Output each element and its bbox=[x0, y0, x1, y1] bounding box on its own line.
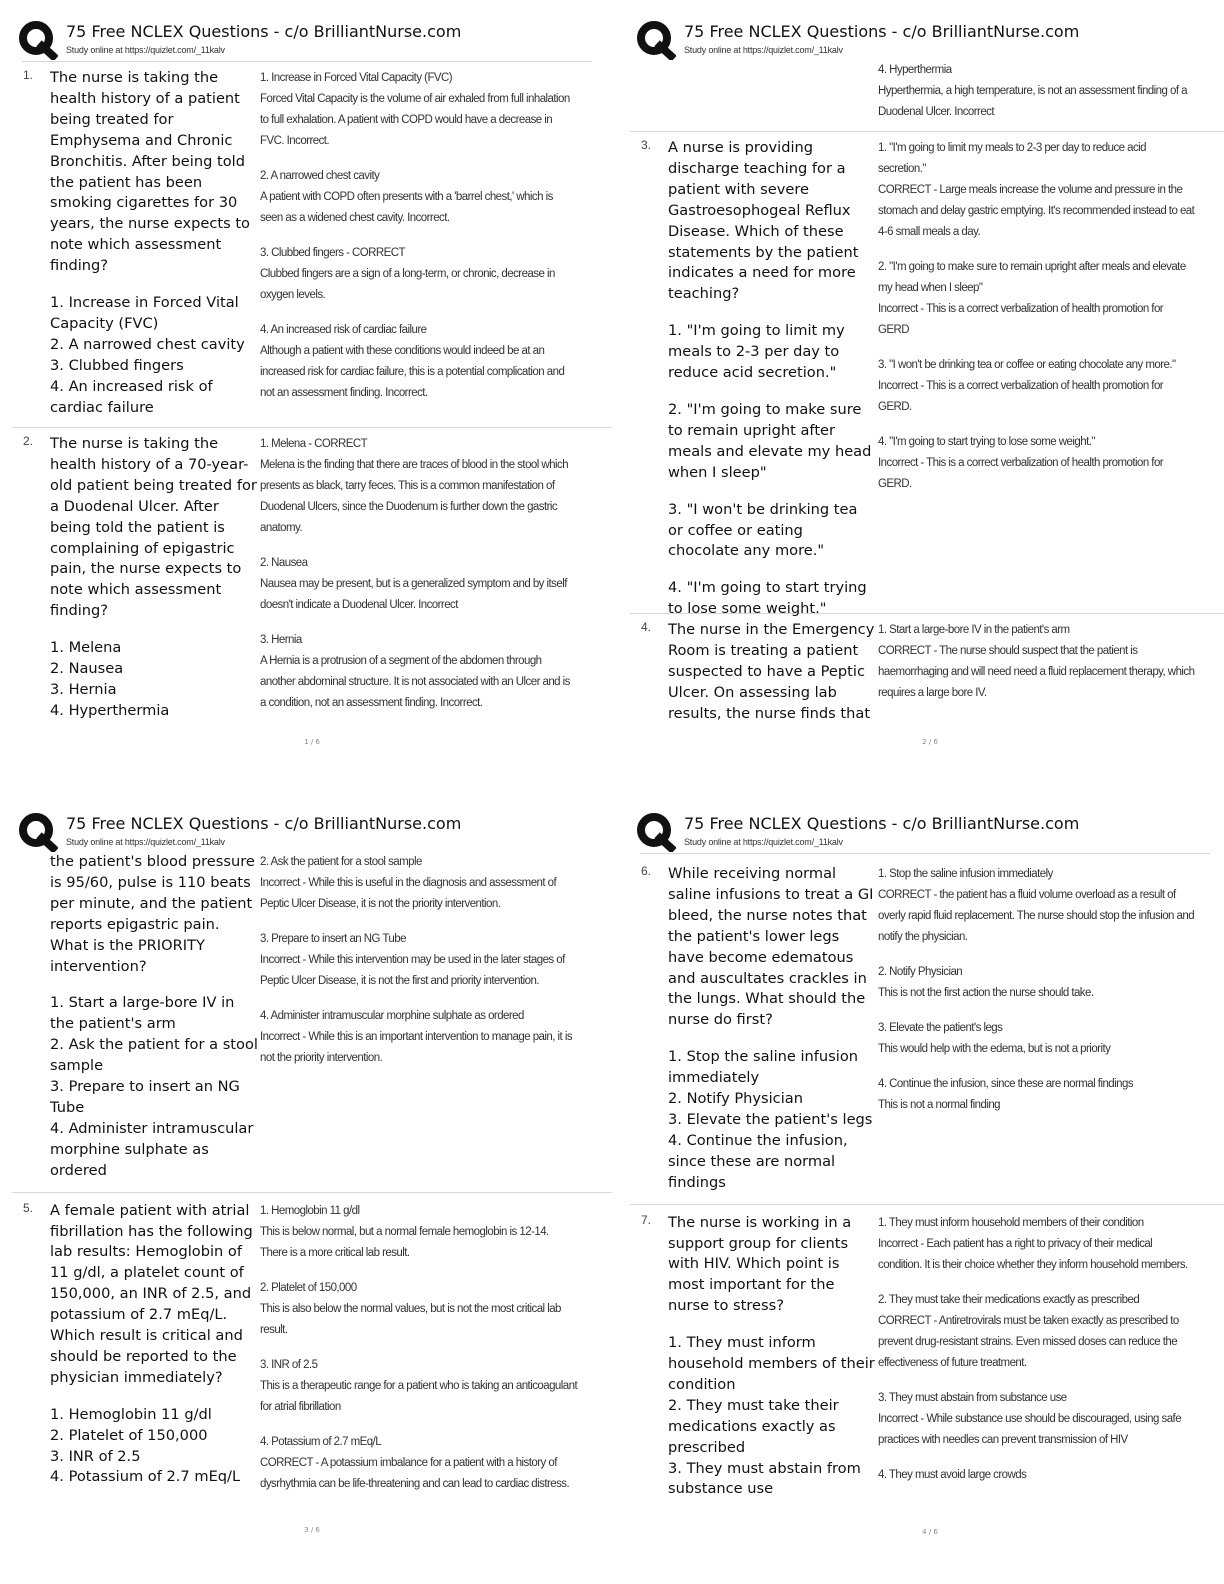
answer-column bbox=[258, 1201, 578, 1495]
question-text: The nurse is taking the health history of a 70-year-old patient being treated for a Duodenal Ulcer. After being told the patient is complaining of epigastric pain, the nurse expects to note which assessment finding? bbox=[50, 435, 257, 620]
answer-explanation bbox=[260, 852, 578, 915]
quizlet-logo-icon bbox=[18, 812, 58, 852]
option: 1. Hemoglobin 11 g/dl bbox=[50, 1405, 212, 1423]
answer-heading: 1. Increase in Forced Vital Capacity (FVC) bbox=[260, 72, 453, 84]
question-text: While receiving normal saline infusions to treat a GI bleed, the nurse notes that the patient's lower legs have become edematous and auscultates crackles in the lungs. What should the nurse do first? bbox=[668, 865, 874, 1029]
header-divider bbox=[22, 61, 592, 62]
option: 1. Start a large-bore IV in the patient's arm bbox=[50, 994, 235, 1033]
answer-heading: 1. They must inform household members of their condition bbox=[878, 1216, 1144, 1229]
option: 1. Melena bbox=[50, 639, 122, 657]
answer-heading: 4. Administer intramuscular morphine sulphate as ordered bbox=[260, 1010, 524, 1022]
answer-explanation bbox=[260, 243, 578, 306]
answer-body: Forced Vital Capacity is the volume of air exhaled from full inhalation to full exhalation. A patient with COPD would have a decrease in FVC. Incorrect. bbox=[260, 93, 570, 147]
question-column bbox=[668, 620, 876, 725]
answer-column bbox=[258, 852, 578, 1182]
page-number: 1 / 6 bbox=[304, 738, 320, 746]
answer-heading: 4. An increased risk of cardiac failure bbox=[260, 324, 427, 336]
option: 2. Nausea bbox=[50, 660, 124, 678]
question-card-5 bbox=[12, 1193, 612, 1495]
answer-explanation bbox=[878, 432, 1196, 495]
answer-body: Incorrect - While this intervention may be used in the later stages of Peptic Ulcer Disease, it is not the first and priority intervention. bbox=[260, 954, 565, 987]
question-text: the patient's blood pressure is 95/60, pulse is 110 beats per minute, and the patient reports epigastric pain. What is the PRIORITY intervention? bbox=[50, 853, 255, 975]
answer-explanation bbox=[878, 864, 1196, 948]
answer-explanation bbox=[260, 630, 578, 714]
question-card-7 bbox=[630, 1205, 1224, 1501]
option: 3. Hernia bbox=[50, 680, 117, 698]
question-card-2 bbox=[12, 428, 612, 722]
answer-explanation bbox=[260, 1355, 578, 1418]
question-column bbox=[668, 1213, 876, 1501]
option: 4. Hyperthermia bbox=[50, 701, 170, 719]
answer-heading: 3. "I won't be drinking tea or coffee or eating chocolate any more." bbox=[878, 359, 1176, 371]
answer-explanation bbox=[260, 166, 578, 229]
header-divider bbox=[640, 853, 1210, 854]
answer-heading: 2. They must take their medications exactly as prescribed bbox=[878, 1293, 1140, 1306]
answer-heading: 1. Start a large-bore IV in the patient's arm bbox=[878, 624, 1070, 636]
answer-body: CORRECT - The nurse should suspect that the patient is haemorrhaging and will need need a fluid replacement therapy, which requires a large bore IV. bbox=[878, 645, 1195, 699]
answer-body: A Hernia is a protrusion of a segment of the abdomen through another abdominal structure. It is not associated with an Ulcer and is a condition, not an assessment finding. Incorrect. bbox=[260, 655, 570, 709]
option: 3. Prepare to insert an NG Tube bbox=[50, 1078, 240, 1116]
answer-explanation bbox=[260, 68, 578, 152]
answer-heading: 2. A narrowed chest cavity bbox=[260, 170, 380, 182]
question-number: 7. bbox=[641, 1212, 652, 1227]
question-column bbox=[668, 138, 876, 618]
header-title: 75 Free NCLEX Questions - c/o BrilliantNurse.com bbox=[684, 814, 1080, 833]
answer-column bbox=[876, 864, 1196, 1194]
answer-explanation bbox=[260, 320, 578, 404]
answer-column bbox=[258, 68, 578, 417]
question-column bbox=[50, 852, 258, 1182]
answer-explanation bbox=[878, 1018, 1196, 1060]
header-study-link[interactable]: Study online at https://quizlet.com/_11kalv bbox=[66, 45, 225, 55]
page-number: 3 / 6 bbox=[304, 1526, 320, 1534]
question-column bbox=[668, 864, 876, 1194]
answer-heading: 3. Prepare to insert an NG Tube bbox=[260, 933, 406, 945]
option: 3. Elevate the patient's legs bbox=[668, 1110, 873, 1128]
answer-body: This is below normal, but a normal female hemoglobin is 12-14. There is a more critical lab result. bbox=[260, 1225, 549, 1259]
quizlet-logo-icon bbox=[18, 20, 58, 60]
option: 4. Administer intramuscular morphine sulphate as ordered bbox=[50, 1119, 254, 1179]
question-number: 6. bbox=[641, 864, 652, 878]
answer-heading: 3. INR of 2.5 bbox=[260, 1358, 318, 1371]
page-1 bbox=[12, 10, 612, 790]
header-title: 75 Free NCLEX Questions - c/o BrilliantNurse.com bbox=[684, 22, 1080, 41]
header-study-link[interactable]: Study online at https://quizlet.com/_11kalv bbox=[66, 837, 225, 847]
answer-heading: 4. Continue the infusion, since these are normal findings bbox=[878, 1078, 1134, 1090]
answer-explanation bbox=[260, 553, 578, 616]
answer-heading: 1. Stop the saline infusion immediately bbox=[878, 868, 1053, 880]
page-header bbox=[630, 802, 1224, 852]
answer-body: CORRECT - the patient has a fluid volume overload as a result of overly rapid fluid replacement. The nurse should stop the infusion and notify the physician. bbox=[878, 889, 1195, 943]
question-number: 4. bbox=[641, 620, 652, 634]
answer-body: Hyperthermia, a high temperature, is not an assessment finding of a Duodenal Ulcer. Incorrect bbox=[878, 85, 1187, 118]
question-text: The nurse is taking the health history of a patient being treated for Emphysema and Chronic Bronchitis. After being told the patient has been smoking cigarettes for 30 years, the nurse expects to note which assessment finding? bbox=[50, 69, 250, 275]
answer-explanation bbox=[260, 1278, 578, 1341]
answer-body: Incorrect - This is a correct verbalization of health promotion for GERD bbox=[878, 303, 1164, 336]
option: 2. Notify Physician bbox=[668, 1090, 803, 1108]
answer-explanation bbox=[260, 1006, 578, 1069]
question-card-3 bbox=[630, 132, 1224, 618]
answer-heading: 4. "I'm going to start trying to lose some weight." bbox=[878, 436, 1095, 448]
question-text: A female patient with atrial fibrillation has the following lab results: Hemoglobin of 11 g/dl, a platelet count of 150,000, an INR of 2.5, and potassium of 2.7 mEq/L. Which result is critical and should be reported to the physician immediately? bbox=[50, 1201, 253, 1386]
page-number: 2 / 6 bbox=[922, 738, 938, 746]
option: 2. "I'm going to make sure to remain upright after meals and elevate my head when I sleep" bbox=[668, 400, 872, 481]
answer-heading: 4. Potassium of 2.7 mEq/L bbox=[260, 1435, 382, 1448]
answer-body: CORRECT - A potassium imbalance for a patient with a history of dysrhythmia can be life-threatening and can lead to cardiac distress. bbox=[260, 1456, 570, 1490]
answer-body: Incorrect - Each patient has a right to privacy of their medical condition. It is their choice whether they inform household members. bbox=[878, 1237, 1188, 1271]
answer-explanation bbox=[260, 929, 578, 992]
question-text: A nurse is providing discharge teaching for a patient with severe Gastroesophogeal Reflux Disease. Which of these statements by the patient indicates a need for more teaching? bbox=[668, 139, 859, 303]
answer-heading: 4. Hyperthermia bbox=[878, 64, 952, 76]
answer-explanation bbox=[878, 1388, 1196, 1451]
answer-heading: 3. Hernia bbox=[260, 634, 302, 646]
answer-heading: 2. Nausea bbox=[260, 557, 308, 569]
answer-heading: 2. Platelet of 150,000 bbox=[260, 1281, 357, 1294]
option: 3. "I won't be drinking tea or coffee or eating chocolate any more." bbox=[668, 500, 858, 560]
answer-explanation bbox=[878, 138, 1196, 243]
option: 3. Clubbed fingers bbox=[50, 356, 184, 374]
page-header bbox=[12, 802, 612, 852]
header-study-link[interactable]: Study online at https://quizlet.com/_11kalv bbox=[684, 837, 843, 847]
answer-body: Clubbed fingers are a sign of a long-term, or chronic, decrease in oxygen levels. bbox=[260, 268, 555, 301]
answer-explanation bbox=[260, 434, 578, 539]
question-column bbox=[50, 1201, 258, 1495]
answer-body: This is not the first action the nurse should take. bbox=[878, 987, 1094, 999]
option: 1. They must inform household members of their condition bbox=[668, 1334, 875, 1393]
page-4 bbox=[630, 802, 1224, 1582]
answer-column bbox=[876, 60, 1196, 123]
answer-column bbox=[876, 1213, 1196, 1501]
answer-body: Nausea may be present, but is a generalized symptom and by itself doesn't indicate a Duodenal Ulcer. Incorrect bbox=[260, 578, 567, 611]
option: 1. "I'm going to limit my meals to 2-3 per day to reduce acid secretion." bbox=[668, 322, 845, 382]
answer-heading: 3. Clubbed fingers - CORRECT bbox=[260, 247, 406, 259]
option: 3. They must abstain from substance use bbox=[668, 1459, 861, 1498]
answer-column bbox=[258, 434, 578, 722]
option: 1. Increase in Forced Vital Capacity (FVC) bbox=[50, 294, 239, 332]
option: 4. Continue the infusion, since these are normal findings bbox=[668, 1131, 848, 1191]
option: 1. Stop the saline infusion immediately bbox=[668, 1048, 859, 1087]
answer-body: Incorrect - This is a correct verbalization of health promotion for GERD. bbox=[878, 457, 1164, 490]
quizlet-logo-icon bbox=[636, 812, 676, 852]
answer-explanation bbox=[878, 962, 1196, 1004]
question-number: 2. bbox=[23, 434, 34, 448]
answer-explanation bbox=[878, 355, 1196, 418]
question-number: 3. bbox=[641, 138, 652, 152]
answer-column bbox=[876, 138, 1196, 605]
option: 2. They must take their medications exactly as prescribed bbox=[668, 1396, 839, 1456]
answer-body: This is also below the normal values, but is not the most critical lab result. bbox=[260, 1302, 561, 1336]
answer-explanation bbox=[260, 1432, 578, 1495]
answer-heading: 1. "I'm going to limit my meals to 2-3 per day to reduce acid secretion." bbox=[878, 142, 1147, 175]
answer-heading: 1. Hemoglobin 11 g/dl bbox=[260, 1204, 360, 1217]
question-card-1 bbox=[12, 68, 612, 428]
header-study-link[interactable]: Study online at https://quizlet.com/_11kalv bbox=[684, 45, 843, 55]
answer-heading: 1. Melena - CORRECT bbox=[260, 438, 368, 450]
answer-body: Incorrect - While this is an important intervention to manage pain, it is not the priority intervention. bbox=[260, 1031, 573, 1064]
option: 2. Ask the patient for a stool sample bbox=[50, 1036, 258, 1075]
answer-explanation bbox=[878, 620, 1196, 704]
answer-body: Incorrect - While substance use should be discouraged, using safe practices with needles can prevent transmission of HIV bbox=[878, 1412, 1182, 1446]
question-card-2-continued bbox=[630, 60, 1224, 132]
question-card-6 bbox=[630, 864, 1224, 1205]
answer-heading: 2. Ask the patient for a stool sample bbox=[260, 856, 422, 868]
answer-heading: 2. Notify Physician bbox=[878, 966, 963, 978]
answer-explanation bbox=[878, 1074, 1196, 1116]
question-text: The nurse is working in a support group for clients with HIV. Which point is most important for the nurse to stress? bbox=[668, 1213, 852, 1315]
option: 4. An increased risk of cardiac failure bbox=[50, 377, 213, 416]
answer-body: Melena is the finding that there are traces of blood in the stool which presents as black, tarry feces. This is a common manifestation of Duodenal Ulcers, since the Duodenum is further down the gastric anatomy. bbox=[260, 459, 569, 534]
question-text: The nurse in the Emergency Room is treating a patient suspected to have a Peptic Ulcer. On assessing lab results, the nurse finds that bbox=[668, 621, 875, 722]
answer-body: CORRECT - Antiretrovirals must be taken exactly as prescribed to prevent drug-resistant strains. Even missed doses can reduce the effectiveness of future treatment. bbox=[878, 1314, 1179, 1369]
question-card-4 bbox=[630, 614, 1224, 725]
answer-heading: 3. Elevate the patient's legs bbox=[878, 1022, 1003, 1034]
answer-explanation bbox=[878, 1290, 1196, 1374]
answer-body: This is not a normal finding bbox=[878, 1099, 1001, 1111]
option: 2. A narrowed chest cavity bbox=[50, 335, 245, 353]
page-2 bbox=[630, 10, 1224, 790]
question-card-4-continued bbox=[12, 852, 612, 1193]
answer-body: Incorrect - While this is useful in the diagnosis and assessment of Peptic Ulcer Disease, it is not the priority intervention. bbox=[260, 877, 557, 910]
page-header bbox=[12, 10, 612, 60]
answer-heading: 2. "I'm going to make sure to remain upright after meals and elevate my head when I sleep" bbox=[878, 261, 1186, 294]
answer-body: Incorrect - This is a correct verbalization of health promotion for GERD. bbox=[878, 380, 1164, 413]
question-number: 5. bbox=[23, 1200, 34, 1215]
answer-explanation bbox=[878, 1465, 1196, 1486]
page-3 bbox=[12, 802, 612, 1582]
answer-body: CORRECT - Large meals increase the volume and pressure in the stomach and delay gastric emptying. It's recommended instead to eat 4-6 small meals a day. bbox=[878, 184, 1195, 238]
option: 4. Potassium of 2.7 mEq/L bbox=[50, 1468, 241, 1486]
answer-explanation bbox=[260, 1201, 578, 1264]
question-column bbox=[50, 434, 258, 722]
answer-explanation bbox=[878, 60, 1196, 123]
header-title: 75 Free NCLEX Questions - c/o BrilliantNurse.com bbox=[66, 814, 462, 833]
answer-body: This is a therapeutic range for a patient who is taking an anticoagulant for atrial fibrillation bbox=[260, 1379, 578, 1413]
quizlet-logo-icon bbox=[636, 20, 676, 60]
page-header bbox=[630, 10, 1224, 60]
header-title: 75 Free NCLEX Questions - c/o BrilliantNurse.com bbox=[66, 22, 462, 41]
answer-body: A patient with COPD often presents with a 'barrel chest,' which is seen as a widened chest cavity. Incorrect. bbox=[260, 191, 553, 224]
answer-explanation bbox=[878, 257, 1196, 341]
answer-column bbox=[876, 620, 1196, 725]
option: 2. Platelet of 150,000 bbox=[50, 1426, 208, 1444]
question-column bbox=[50, 68, 258, 417]
answer-heading: 4. They must avoid large crowds bbox=[878, 1468, 1027, 1481]
option: 3. INR of 2.5 bbox=[50, 1447, 141, 1465]
question-number: 1. bbox=[23, 68, 34, 82]
answer-body: This would help with the edema, but is not a priority bbox=[878, 1043, 1111, 1055]
answer-body: Although a patient with these conditions would indeed be at an increased risk for cardiac failure, this is a potential complication and not an assessment finding. Incorrect. bbox=[260, 345, 565, 399]
answer-heading: 3. They must abstain from substance use bbox=[878, 1391, 1067, 1404]
page-number: 4 / 6 bbox=[922, 1528, 938, 1536]
option: 4. "I'm going to start trying to lose some weight." bbox=[668, 579, 867, 618]
answer-explanation bbox=[878, 1213, 1196, 1276]
